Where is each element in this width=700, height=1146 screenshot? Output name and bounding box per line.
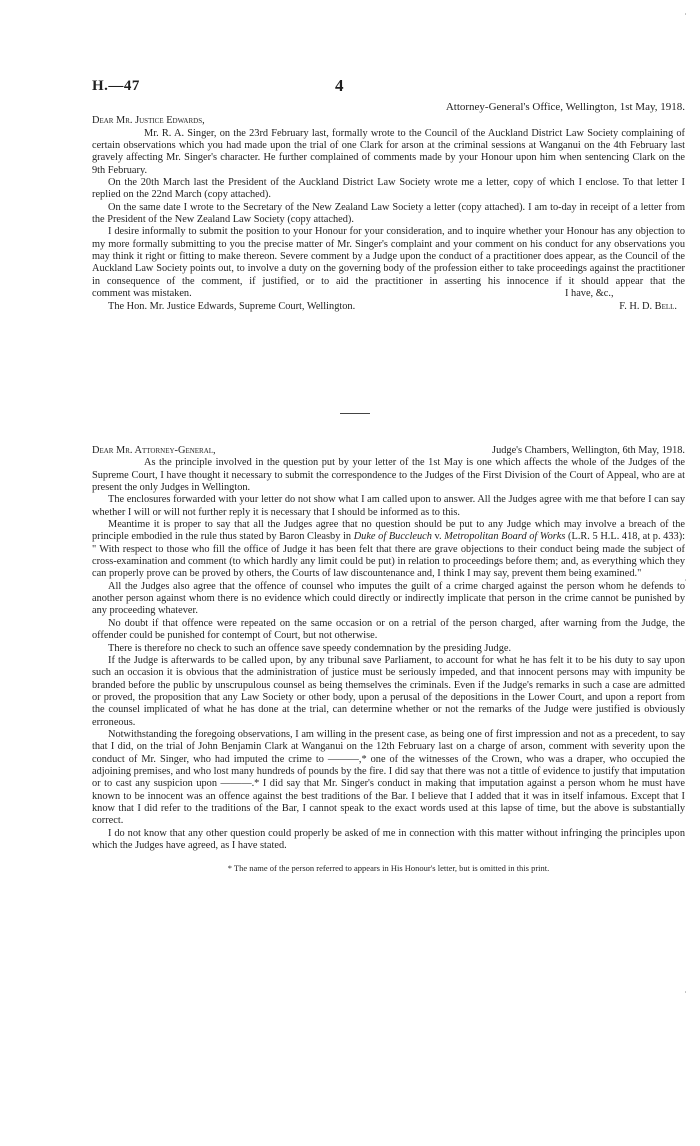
margin-mark: ˙ [684,12,687,22]
letter2-paragraph: All the Judges also agree that the offence of counsel who imputes the guilt of a crime charged against the person whom he defends to another person against whom there is no evidence which could directly or indirectly implicate that person in the crime cannot be punished by any proceeding whatever. [92,580,685,617]
case-versus: v. [431,531,445,543]
letter2-salutation-row [92,445,685,457]
letter2-salutation: Dear Mr. Attorney-General, [92,445,216,456]
page-number: 4 [335,76,344,95]
letter-judges-chambers [92,445,685,875]
letter1-paragraph: Mr. R. A. Singer, on the 23rd February last, formally wrote to the Council of the Auckland District Law Society complaining of certain observations which you had made upon the trial of one Clark for arson at the criminal sessions at Wanganui on the 4th February last gravely affecting Mr. Singer's character. He further complained of comments made by your Honour upon him when sentencing Clark on the 9th February. [92,127,685,176]
letter1-paragraph: I desire informally to submit the position to your Honour for your consideration, and to inquire whether your Honour has any objection to my more formally submitting to you the precise matter of Mr. Singer's complaint and your comment on his conduct for any observations you may think it right or fitting to make thereon. Severe comment by a Judge upon the conduct of a practitioner does appear, as the Council of the Auckland Law Society points out, to involve a duty on the governing body of the profession either to take proceedings against the practitioner in consequence of the comment, if justified, or to aid the practitioner in asserting his innocence if it should appear that the [92,226,685,287]
letter2-paragraph: The enclosures forwarded with your letter do not show what I am called upon to answer. All the Judges agree with me that before I can say whether I will or will not further reply it is necessary that I should be informed as to this. [92,494,685,518]
letter1-salutation-row [92,115,685,127]
letter2-paragraph: If the Judge is afterwards to be called upon, by any tribunal save Parliament, to account for what he has felt it to be his duty to say upon such an occasion it is obvious that the administration of justice must be seriously impeded, and that innocent persons may with impunity be branded before the public by unscrupulous counsel as being themselves the criminals. Even if the Judge's remarks in such a case are admitted or proved, the proposition that any Law Society or other body, upon a perusal of the depositions in the Lower Court, and upon a report from the counsel implicated of what he has done at the trial, can determine whether or not the remarks of the Judge were justified is obviously erroneous. [92,654,685,728]
footnote: * The name of the person referred to appears in His Honour's letter, but is omitted in this print. [227,863,550,874]
letter2-paragraph: I do not know that any other question could properly be asked of me in connection with this matter without infringing the principles upon which the Judges have agreed, as I have stated. [92,827,685,851]
parliamentary-paper-reference: H.—47 [92,78,140,94]
letter2-p3-text: Meantime it is proper to say that all the Judges agree that no question should be put to any Judge which may involve a breach of the principle embodied in the rule thus stated by Baron Cleasby in [92,519,685,543]
letter1-paragraph: On the 20th March last the President of the Auckland District Law Society wrote me a letter, copy of which I enclose. To that letter I replied on the 22nd March (copy attached). [92,177,685,201]
case-name-party-a: Duke of Buccleuch [353,531,432,543]
letter2-paragraph: Notwithstanding the foregoing observations, I am willing in the present case, as being one of first impression and not as a precedent, to say that I did, on the trial of John Benjamin Clark at Wanganui on the 12th February last on a charge of arson, comment with severity upon the conduct of Mr. Singer, who had imputed the crime to ———,* one of the witnesses of the Crown, who was a draper, who occupied the adjoining premises, and who lost many hundreds of pounds by the fire. I did say that there was not a tittle of evidence to justify that imputation or to cast any suspicion upon ———.* I did say that Mr. Singer's conduct in making that imputation against a person whom he must have known to be innocent was an offence against the best traditions of the Bar. I believe that I added that it was in itself infamous. Except that I know that I did refer to the traditions of the Bar, I cannot speak to the exact words used at this lapse of time, but the above is substantially correct. [92,728,685,827]
letter2-paragraph [92,519,685,581]
letter-attorney-general [92,101,685,313]
letter2-paragraph: There is therefore no check to such an offence save speedy condemnation by the presiding Judge. [108,642,512,654]
letter2-dateline: Judge's Chambers, Wellington, 6th May, 1918. [492,445,685,456]
margin-mark: ˙ [684,990,687,1000]
letter2-p3-quote: (L.R. 5 H.L. 418, at p. 433): " With respect to those who fill the office of Judge it has been felt that there are grave objections to their conduct being made the subject of cross-examination and comment (to which hardly any limit could be put) in relation to proceedings before them; and, as everything which they can properly prove can be proved by others, the Courts of law discountenance and, I think I may say, prevent them being examined." [92,531,686,580]
letter1-closing: I have, &c., [565,288,614,300]
letter2-paragraph: No doubt if that offence were repeated on the same occasion or on a retrial of the person charged, after warning from the Judge, the offender could be punished for contempt of Court, but not otherwise. [92,617,685,642]
letter1-signature-row [92,301,685,313]
letter1-salutation: Dear Mr. Justice Edwards, [92,115,205,127]
section-divider [340,413,370,414]
letter2-paragraph: As the principle involved in the question put by your letter of the 1st May is one which affects the whole of the Judges of the Supreme Court, I have thought it necessary to submit the correspondence to the Judges of the First Division of the Court of Appeal, who are at present the only Judges in Wellington. [92,457,685,494]
letter1-addressee: The Hon. Mr. Justice Edwards, Supreme Court, Wellington. [108,300,356,312]
margin-mark: ˙ [684,578,687,588]
letter1-dateline: Attorney-General's Office, Wellington, 1st May, 1918. [445,101,685,113]
letter1-closing-row [92,288,685,300]
letter1-paragraph: On the same date I wrote to the Secretary of the New Zealand Law Society a letter (copy attached). I am to-day in receipt of a letter from the President of the New Zealand Law Society (copy attached). [92,201,685,226]
letter1-signature: F. H. D. Bell. [619,300,677,312]
letter1-last-line: comment was mistaken. [92,288,192,300]
case-name-party-b: Metropolitan Board of Works [444,531,566,543]
